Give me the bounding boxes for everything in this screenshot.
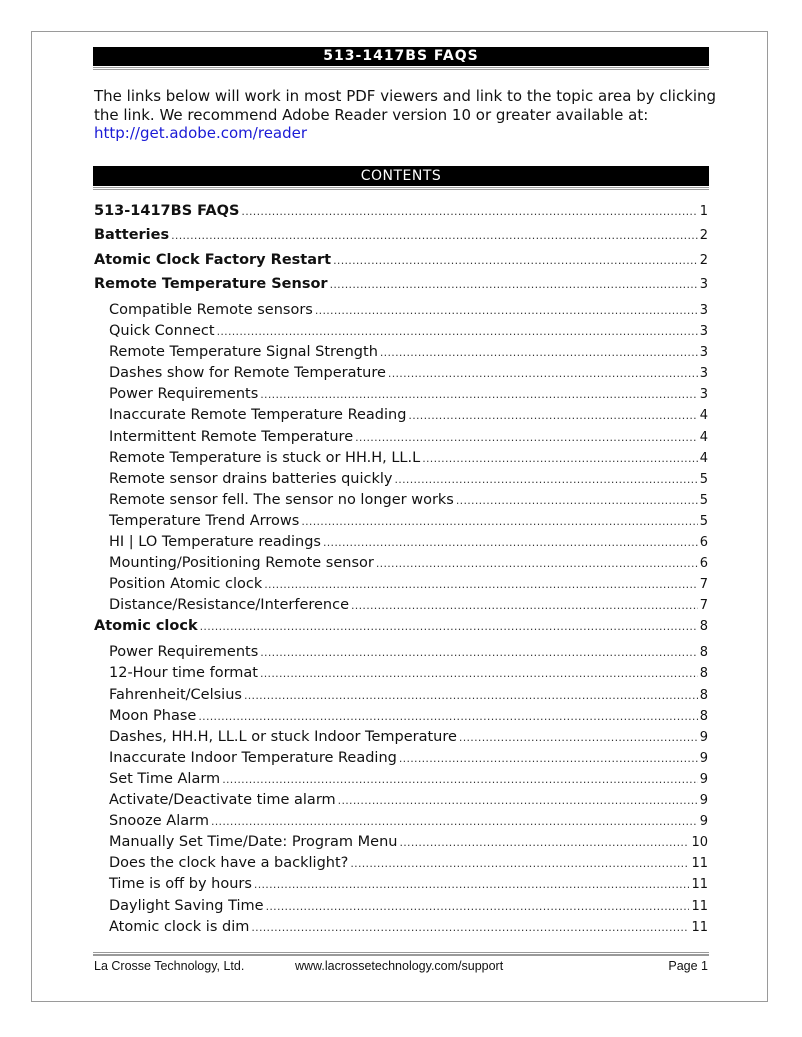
toc-dot-leader	[350, 857, 689, 870]
toc-entry-label: Intermittent Remote Temperature	[109, 428, 354, 445]
footer-url: www.lacrossetechnology.com/support	[295, 959, 504, 973]
toc-entry-page: 3	[699, 324, 708, 339]
toc-entry-page: 6	[699, 535, 708, 550]
toc-entry-page: 5	[699, 471, 708, 487]
toc-entry-label: Power Requirements	[109, 644, 259, 661]
intro-line-2: the link. We recommend Adobe Reader version 10 or greater available at:	[94, 105, 649, 124]
toc-entry-label: Atomic clock	[94, 618, 198, 635]
toc-entry-page: 3	[699, 345, 708, 361]
toc-entry-page: 10	[691, 835, 708, 851]
toc-entry-page: 1	[699, 204, 708, 219]
toc-entry[interactable]	[94, 227, 708, 243]
toc-entry[interactable]	[109, 687, 708, 703]
toc-entry-page: 8	[699, 645, 708, 661]
toc-dot-leader	[260, 388, 697, 401]
toc-entry[interactable]	[109, 898, 708, 914]
toc-dot-leader	[380, 346, 698, 359]
toc-entry-page: 3	[699, 366, 708, 382]
toc-entry-page: 6	[699, 556, 708, 572]
toc-dot-leader	[355, 431, 698, 444]
toc-entry-label: Quick Connect	[109, 323, 215, 339]
toc-dot-leader	[254, 878, 690, 891]
toc-entry[interactable]	[109, 750, 708, 766]
toc-entry[interactable]	[109, 834, 708, 850]
toc-entry-label: Time is off by hours	[109, 876, 252, 893]
toc-entry[interactable]	[109, 344, 708, 360]
toc-entry[interactable]	[94, 252, 708, 268]
toc-entry[interactable]	[109, 729, 708, 745]
toc-dot-leader	[330, 278, 698, 291]
toc-entry-label: Snooze Alarm	[109, 813, 209, 830]
toc-dot-leader	[301, 515, 697, 528]
toc-entry-label: Atomic clock is dim	[109, 918, 250, 935]
toc-entry[interactable]	[109, 492, 708, 508]
toc-dot-leader	[222, 773, 698, 786]
toc-dot-leader	[217, 325, 698, 338]
toc-entry[interactable]	[109, 450, 708, 466]
toc-entry[interactable]	[109, 429, 708, 445]
toc-entry-page: 7	[699, 577, 708, 593]
toc-entry-label: Remote Temperature Signal Strength	[109, 344, 378, 361]
toc-entry-page: 4	[699, 450, 708, 466]
toc-entry[interactable]	[94, 276, 708, 292]
toc-entry[interactable]	[109, 407, 708, 423]
toc-entry-label: Moon Phase	[109, 707, 197, 724]
toc-entry-page: 11	[691, 877, 708, 893]
toc-dot-leader	[323, 536, 698, 549]
toc-entry[interactable]	[109, 302, 708, 318]
toc-entry-label: Batteries	[94, 227, 170, 244]
toc-entry[interactable]	[109, 576, 708, 592]
toc-dot-leader	[260, 646, 697, 659]
toc-dot-leader	[264, 578, 697, 591]
toc-entry-label: Atomic Clock Factory Restart	[94, 251, 332, 268]
toc-entry-label: Daylight Saving Time	[109, 897, 264, 914]
toc-entry[interactable]	[109, 813, 708, 829]
toc-entry-label: Manually Set Time/Date: Program Menu	[109, 834, 398, 851]
toc-dot-leader	[171, 229, 698, 242]
toc-entry-label: Mounting/Positioning Remote sensor	[109, 555, 374, 572]
toc-dot-leader	[251, 921, 689, 934]
toc-entry[interactable]	[109, 386, 708, 402]
toc-entry-page: 5	[699, 492, 708, 508]
toc-entry-page: 11	[691, 856, 708, 872]
toc-dot-leader	[351, 599, 698, 612]
toc-entry-page: 5	[699, 513, 708, 529]
toc-entry[interactable]	[109, 665, 708, 681]
toc-dot-leader	[422, 452, 698, 465]
toc-entry-page: 2	[699, 228, 708, 244]
toc-entry[interactable]	[109, 323, 708, 339]
footer-divider	[93, 952, 709, 956]
toc-dot-leader	[338, 794, 698, 807]
toc-entry-page: 8	[699, 708, 708, 724]
toc-entry-page: 11	[691, 898, 708, 914]
toc-dot-leader	[459, 731, 698, 744]
toc-entry-label: Position Atomic clock	[109, 576, 263, 593]
toc-entry-label: Temperature Trend Arrows	[109, 512, 300, 529]
toc-dot-leader	[198, 710, 697, 723]
toc-entry-page: 8	[699, 687, 708, 703]
toc-dot-leader	[200, 620, 698, 633]
toc-entry-page: 2	[699, 252, 708, 268]
toc-entry[interactable]	[109, 855, 708, 871]
toc-dot-leader	[333, 254, 698, 267]
toc-entry-label: Power Requirements	[109, 386, 259, 403]
toc-entry[interactable]	[109, 471, 708, 487]
toc-entry[interactable]	[109, 534, 708, 550]
toc-dot-leader	[399, 836, 689, 849]
toc-dot-leader	[260, 667, 698, 680]
toc-entry-page: 3	[699, 302, 708, 318]
toc-entry[interactable]	[109, 555, 708, 571]
toc-entry-page: 8	[699, 619, 708, 635]
toc-entry-page: 9	[699, 750, 708, 766]
toc-entry-label: Dashes show for Remote Temperature	[109, 365, 386, 382]
toc-entry-label: Inaccurate Remote Temperature Reading	[109, 407, 407, 424]
toc-entry[interactable]	[109, 513, 708, 529]
toc-entry[interactable]	[109, 771, 708, 787]
toc-dot-leader	[388, 367, 698, 380]
toc-dot-leader	[315, 304, 698, 317]
toc-entry-page: 4	[699, 429, 708, 445]
toc-entry-page: 9	[699, 729, 708, 745]
toc-entry[interactable]	[94, 618, 708, 634]
title-divider	[93, 67, 709, 70]
toc-dot-leader	[241, 205, 697, 218]
toc-entry-label: Dashes, HH.H, LL.L or stuck Indoor Temperature	[109, 728, 457, 745]
toc-entry-label: Set Time Alarm	[109, 770, 221, 787]
toc-entry[interactable]	[109, 792, 708, 808]
toc-entry-label: 12-Hour time format	[109, 665, 258, 682]
toc-dot-leader	[244, 689, 698, 702]
footer-page-number: Page 1	[668, 959, 708, 973]
toc-entry-label: Remote Temperature Sensor	[94, 275, 328, 292]
toc-entry-page: 3	[699, 276, 708, 292]
adobe-reader-link[interactable]: http://get.adobe.com/reader	[94, 124, 308, 142]
footer-company: La Crosse Technology, Ltd.	[94, 959, 245, 973]
toc-entry[interactable]	[94, 203, 708, 219]
toc-entry[interactable]	[109, 644, 708, 660]
toc-entry-page: 9	[699, 814, 708, 830]
toc-entry[interactable]	[109, 597, 708, 613]
toc-dot-leader	[395, 473, 698, 486]
toc-entry-page: 9	[699, 793, 708, 808]
toc-dot-leader	[376, 557, 698, 570]
toc-entry-page: 7	[699, 598, 708, 614]
toc-entry-page: 4	[699, 408, 708, 424]
toc-entry-label: Distance/Resistance/Interference	[109, 597, 350, 614]
toc-entry-page: 9	[699, 771, 708, 787]
toc-entry[interactable]	[109, 708, 708, 724]
toc-entry[interactable]	[109, 365, 708, 381]
toc-entry-label: Does the clock have a backlight?	[109, 855, 349, 872]
toc-dot-leader	[211, 815, 698, 828]
toc-dot-leader	[408, 409, 697, 422]
toc-dot-leader	[266, 900, 690, 913]
toc-entry-label: Remote Temperature is stuck or HH.H, LL.L	[109, 449, 421, 466]
toc-entry-label: Activate/Deactivate time alarm	[109, 792, 336, 808]
intro-line-1: The links below will work in most PDF viewers and link to the topic area by clicking	[94, 87, 717, 105]
contents-divider	[93, 187, 709, 190]
toc-entry-label: Fahrenheit/Celsius	[109, 686, 242, 703]
page-title: 513-1417BS FAQS	[93, 47, 709, 66]
toc-entry-label: HI | LO Temperature readings	[109, 534, 321, 550]
intro-paragraph	[94, 87, 717, 143]
toc-entry-page: 11	[691, 919, 708, 935]
toc-entry-label: Remote sensor drains batteries quickly	[109, 470, 393, 487]
toc-entry-page: 8	[699, 666, 708, 682]
toc-entry-label: Compatible Remote sensors	[109, 301, 313, 318]
contents-heading: CONTENTS	[93, 166, 709, 186]
toc-entry[interactable]	[109, 876, 708, 892]
toc-entry-page: 3	[699, 387, 708, 403]
toc-entry-label: Inaccurate Indoor Temperature Reading	[109, 749, 397, 766]
toc-entry[interactable]	[109, 919, 708, 935]
toc-entry-label: Remote sensor fell. The sensor no longer works	[109, 491, 454, 508]
toc-dot-leader	[399, 752, 698, 765]
toc-entry-label: 513-1417BS FAQS	[94, 203, 240, 219]
toc-dot-leader	[456, 494, 698, 507]
